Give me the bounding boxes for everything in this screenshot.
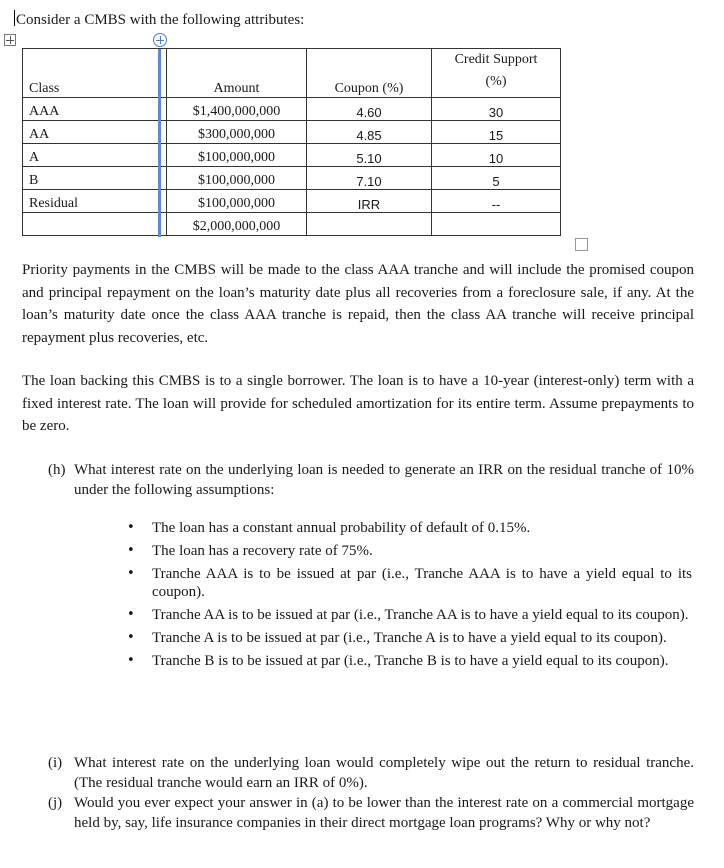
- paragraph-loan: The loan backing this CMBS is to a single borrower. The loan is to have a 10-year (interest-only) term with a fixed interest rate. The loan will provide for scheduled amortization for its entire term. Assume prepayments to be zero.: [22, 373, 694, 434]
- question-label: (j): [48, 795, 63, 811]
- header-credit-support: [432, 49, 561, 98]
- cell-support: 30: [432, 98, 561, 121]
- question-text: Would you ever expect your answer in (a) to be lower than the interest rate on a commercial mortgage held by, say, life insurance companies in their direct mortgage loan programs? Why or why not?: [74, 795, 694, 831]
- question-label: (h): [48, 462, 66, 478]
- cell-coupon: IRR: [307, 190, 432, 213]
- table-row: [23, 121, 561, 144]
- list-item: • Tranche B is to be issued at par (i.e., Tranche B is to have a yield equal to its coupon).: [152, 652, 692, 670]
- paragraph-priority: Priority payments in the CMBS will be made to the class AAA tranche and will include the promised coupon and principal repayment on the loan’s maturity date plus all recoveries from a foreclosure sale, if any. At the loan’s maturity date once the class AAA tranche is repaid, then the class AA tranche will receive principal repayment plus recoveries, etc.: [22, 262, 694, 346]
- cell-amount: $1,400,000,000: [167, 98, 307, 121]
- cell-coupon: 4.60: [307, 98, 432, 121]
- header-amount: Amount: [167, 49, 307, 98]
- list-item: • Tranche A is to be issued at par (i.e., Tranche A is to have a yield equal to its coupon).: [152, 629, 692, 647]
- question-i: [48, 753, 694, 793]
- table-move-handle-icon[interactable]: [4, 34, 16, 46]
- cell-amount: $300,000,000: [167, 121, 307, 144]
- list-item: • The loan has a recovery rate of 75%.: [152, 542, 692, 560]
- assumptions-list: [152, 519, 692, 675]
- text-cursor: [14, 10, 15, 26]
- table-row: [23, 98, 561, 121]
- header-coupon: Coupon (%): [307, 49, 432, 98]
- header-credit-support-unit: (%): [485, 74, 507, 89]
- question-text: What interest rate on the underlying loan would completely wipe out the return to residual tranche. (The residual tranche would earn an IRR of 0%).: [74, 755, 694, 791]
- list-item: • Tranche AA is to be issued at par (i.e., Tranche AA is to have a yield equal to its coupon).: [152, 606, 692, 624]
- cell-class: AAA: [23, 98, 167, 121]
- table-row: [23, 144, 561, 167]
- cell-support: --: [432, 190, 561, 213]
- table-header-row: [23, 49, 561, 98]
- cell-class: AA: [23, 121, 167, 144]
- cell-support: 15: [432, 121, 561, 144]
- cell-empty: [307, 213, 432, 236]
- cell-class: Residual: [23, 190, 167, 213]
- cell-coupon: 5.10: [307, 144, 432, 167]
- question-label: (i): [48, 755, 63, 771]
- cell-coupon: 7.10: [307, 167, 432, 190]
- cell-total-amount: $2,000,000,000: [167, 213, 307, 236]
- list-item: • The loan has a constant annual probability of default of 0.15%.: [152, 519, 692, 537]
- cell-amount: $100,000,000: [167, 167, 307, 190]
- column-selection-marker[interactable]: [158, 49, 161, 237]
- cell-amount: $100,000,000: [167, 190, 307, 213]
- table-row: [23, 190, 561, 213]
- cell-class: A: [23, 144, 167, 167]
- cell-class: B: [23, 167, 167, 190]
- cell-empty: [23, 213, 167, 236]
- table-row: [23, 167, 561, 190]
- question-text: What interest rate on the underlying loan is needed to generate an IRR on the residual tranche of 10% under the following assumptions:: [74, 462, 694, 498]
- intro-text: Consider a CMBS with the following attributes:: [16, 12, 305, 28]
- table-total-row: [23, 213, 561, 236]
- question-h: [48, 460, 694, 500]
- cell-coupon: 4.85: [307, 121, 432, 144]
- header-credit-support-label: Credit Support: [454, 52, 538, 67]
- cell-support: 10: [432, 144, 561, 167]
- cmbs-table: [22, 48, 561, 236]
- list-item: • Tranche AAA is to be issued at par (i.e., Tranche AAA is to have a yield equal to its coupon).: [152, 565, 692, 601]
- cell-empty: [432, 213, 561, 236]
- cell-support: 5: [432, 167, 561, 190]
- cell-amount: $100,000,000: [167, 144, 307, 167]
- question-j: [48, 793, 694, 833]
- checkbox[interactable]: [575, 238, 588, 251]
- header-class: Class: [23, 49, 167, 98]
- insert-column-icon[interactable]: [153, 33, 167, 47]
